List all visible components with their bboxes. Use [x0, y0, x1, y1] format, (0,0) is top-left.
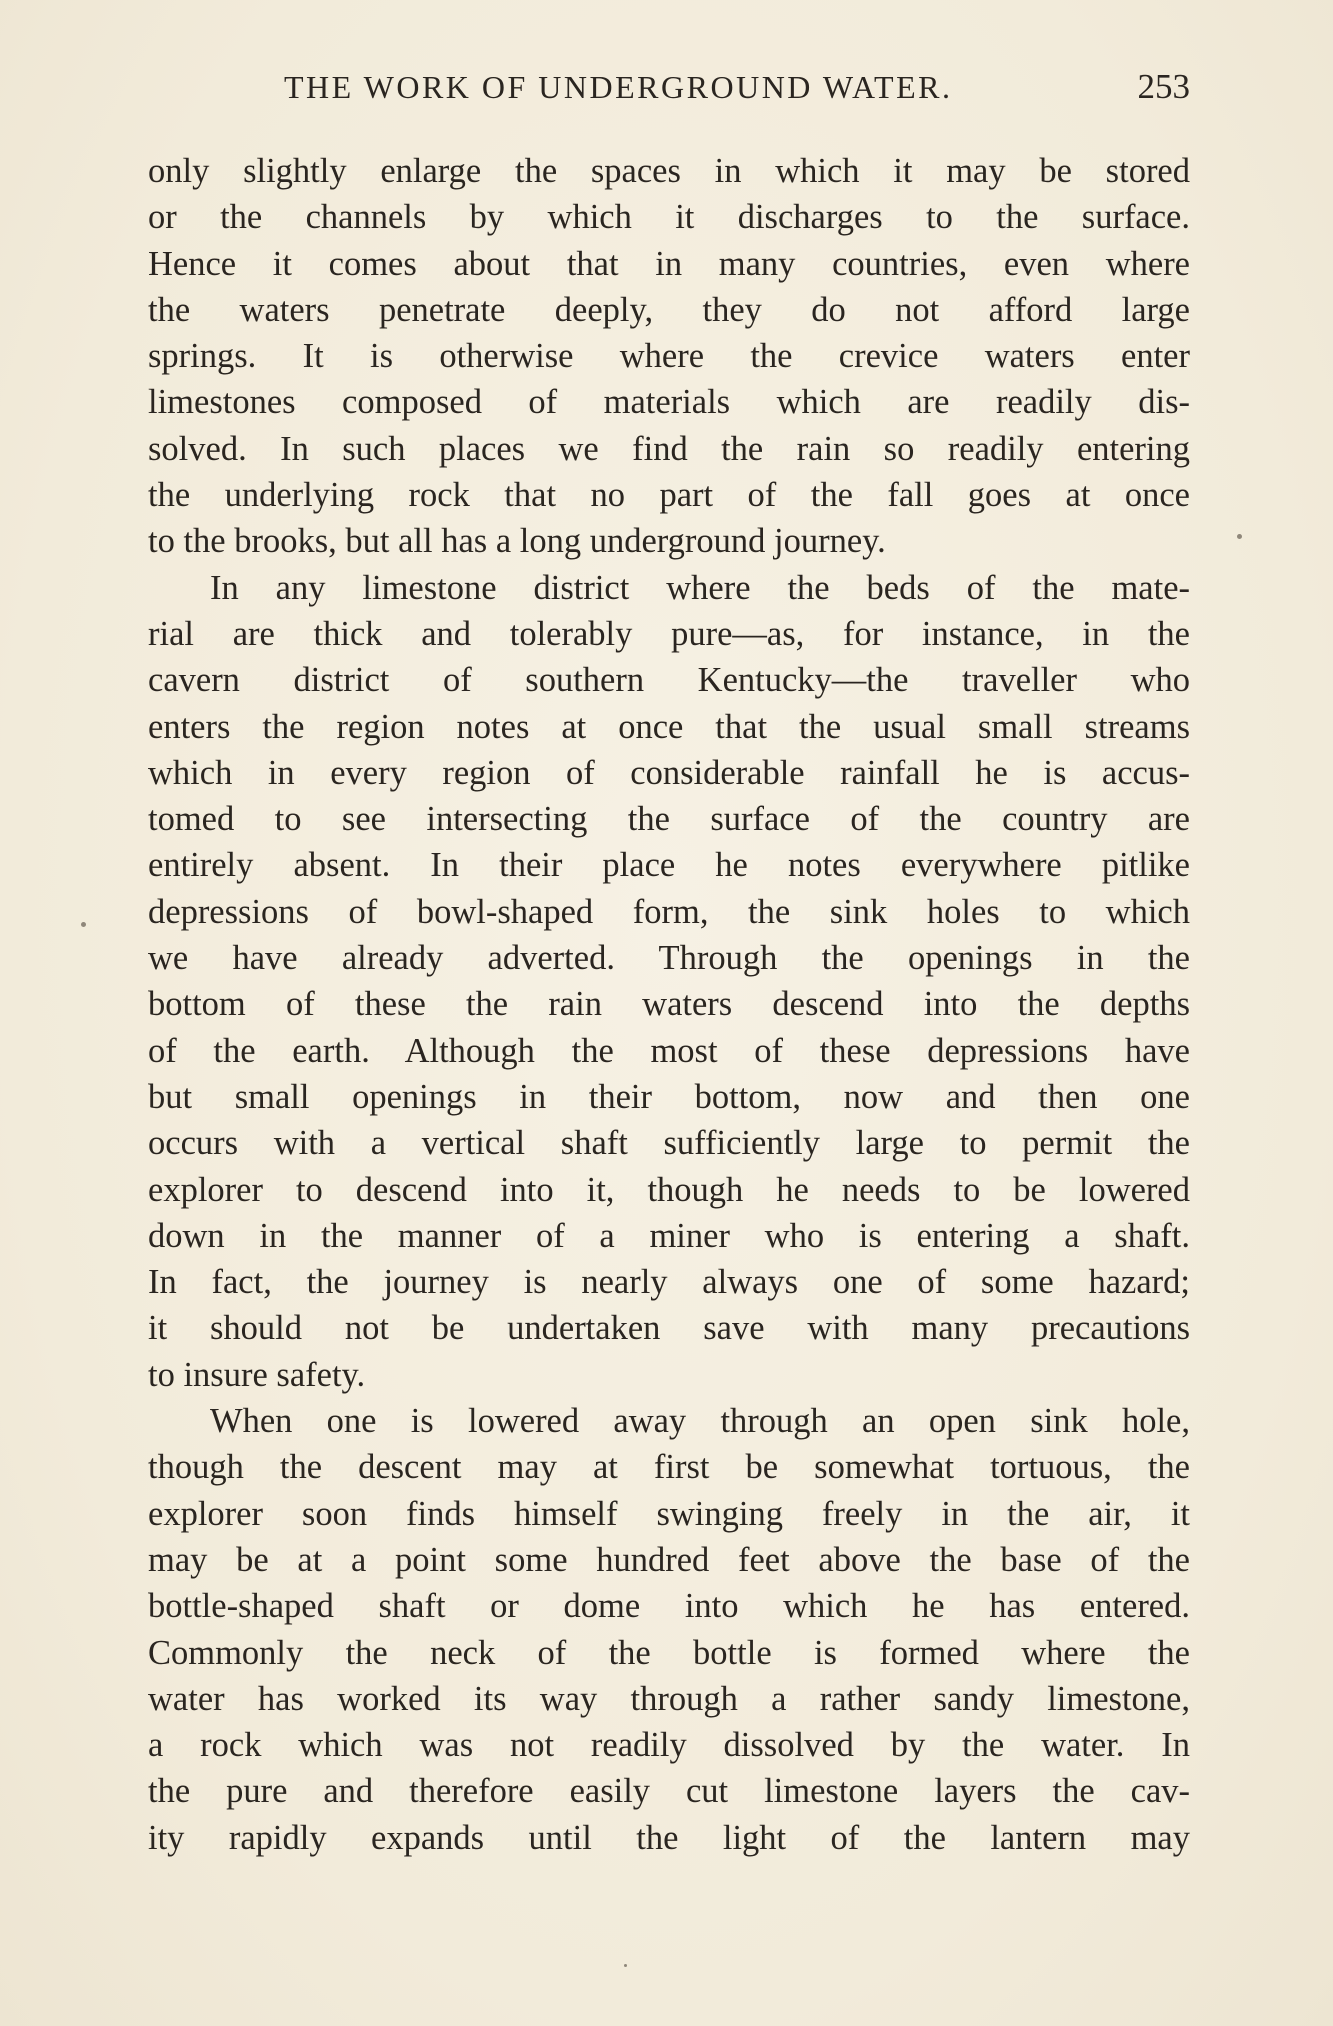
paper-speck	[1237, 534, 1242, 539]
text-line: it should not be undertaken save with many precautions	[148, 1309, 1190, 1348]
text-line: bottom of these the rain waters descend into the depths	[148, 985, 1190, 1024]
text-line: depressions of bowl-shaped form, the sink holes to which	[148, 892, 1190, 931]
text-line: explorer soon finds himself swinging freely in the air, it	[148, 1494, 1190, 1533]
text-line: only slightly enlarge the spaces in which it may be stored	[148, 152, 1190, 190]
text-line: to the brooks, but all has a long underground journey.	[148, 522, 886, 561]
text-line: Hence it comes about that in many countries, even where	[148, 244, 1190, 283]
text-line: but small openings in their bottom, now and then one	[148, 1077, 1190, 1116]
text-line: a rock which was not readily dissolved by the water. In	[148, 1726, 1190, 1765]
text-line: or the channels by which it discharges to the surface.	[148, 198, 1190, 237]
page-number: 253	[1137, 67, 1190, 106]
text-line: which in every region of considerable rainfall he is accus-	[148, 753, 1190, 792]
paper-speck	[624, 1964, 627, 1967]
text-line: explorer to descend into it, though he needs to be lowered	[148, 1170, 1190, 1209]
text-line: solved. In such places we find the rain so readily entering	[148, 429, 1190, 468]
text-line: When one is lowered away through an open sink hole,	[210, 1402, 1190, 1441]
running-title: THE WORK OF UNDERGROUND WATER.	[284, 69, 953, 105]
text-line: limestones composed of materials which are readily dis-	[148, 383, 1190, 422]
text-line: enters the region notes at once that the usual small streams	[148, 707, 1190, 746]
text-line: water has worked its way through a rather sandy limestone,	[148, 1679, 1190, 1718]
text-line: occurs with a vertical shaft sufficiently large to permit the	[148, 1124, 1190, 1163]
body-text	[148, 148, 1190, 1861]
text-line: bottle-shaped shaft or dome into which he has entered.	[148, 1587, 1190, 1626]
text-line: though the descent may at first be somewhat tortuous, the	[148, 1448, 1190, 1487]
text-line: the waters penetrate deeply, they do not afford large	[148, 290, 1190, 329]
text-line: the pure and therefore easily cut limestone layers the cav-	[148, 1772, 1190, 1811]
running-head	[148, 62, 1190, 112]
paper-speck	[81, 922, 86, 927]
text-line: of the earth. Although the most of these depressions have	[148, 1031, 1190, 1070]
text-line: we have already adverted. Through the openings in the	[148, 939, 1190, 978]
text-line: tomed to see intersecting the surface of the country are	[148, 800, 1190, 839]
text-line: down in the manner of a miner who is entering a shaft.	[148, 1216, 1190, 1255]
text-line: cavern district of southern Kentucky—the traveller who	[148, 661, 1190, 700]
text-line: Commonly the neck of the bottle is formed where the	[148, 1633, 1190, 1672]
text-line: entirely absent. In their place he notes everywhere pitlike	[148, 846, 1190, 885]
text-line: rial are thick and tolerably pure—as, for instance, in the	[148, 614, 1190, 653]
text-line: the underlying rock that no part of the fall goes at once	[148, 476, 1190, 515]
text-line: may be at a point some hundred feet above the base of the	[148, 1540, 1190, 1579]
text-line: In fact, the journey is nearly always one of some hazard;	[148, 1263, 1190, 1302]
text-line: ity rapidly expands until the light of the lantern may	[148, 1818, 1190, 1857]
text-line: springs. It is otherwise where the crevice waters enter	[148, 337, 1190, 376]
text-line: to insure safety.	[148, 1355, 366, 1394]
text-line: In any limestone district where the beds of the mate-	[210, 568, 1190, 607]
